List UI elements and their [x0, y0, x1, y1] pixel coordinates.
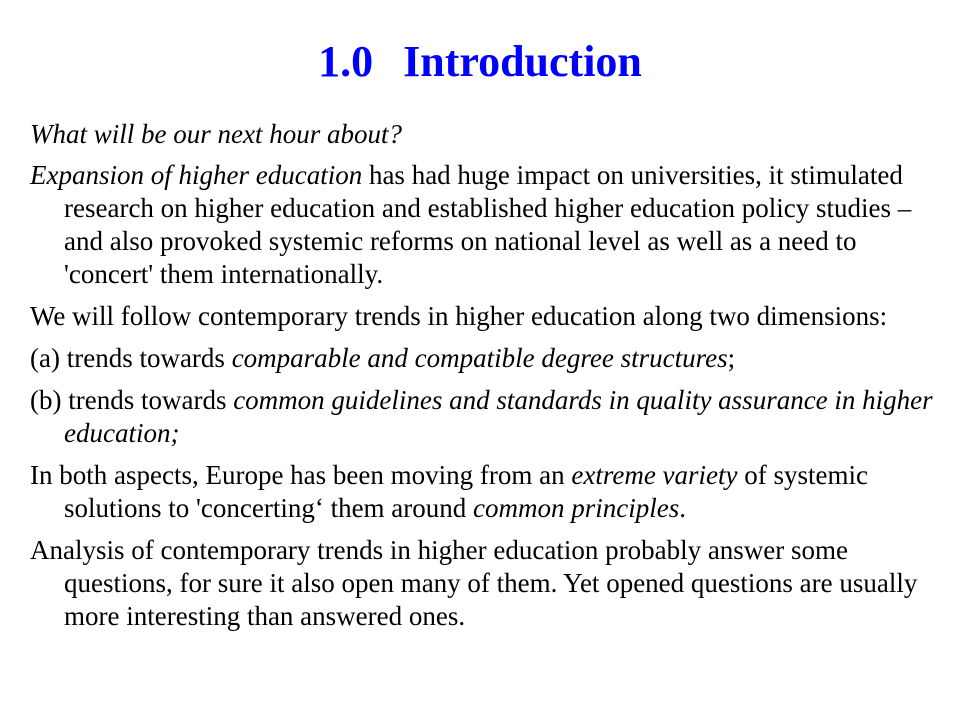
paragraph-analysis [30, 534, 935, 633]
analysis-text: Analysis of contemporary trends in higher education probably answer some questions, for sure it also open many of them. Yet opened questions are usually more interesting than answered ones. [30, 535, 918, 631]
title-text: Introduction [403, 37, 642, 86]
title-number: 1.0 [318, 37, 374, 86]
trend-b-lead: (b) trends towards [30, 385, 234, 415]
paragraph-expansion [30, 159, 935, 291]
question-text: What will be our next hour about? [30, 119, 402, 149]
paragraph-trend-a [30, 342, 935, 375]
expansion-emphasis: Expansion of higher education [30, 160, 363, 190]
trend-a-emphasis: comparable and compatible degree structures [231, 343, 728, 373]
europe-text-a: In both aspects, Europe has been moving from an [30, 460, 572, 490]
europe-text-e: . [679, 493, 687, 523]
paragraph-question [30, 118, 935, 151]
slide-title [0, 36, 960, 88]
trend-a-tail: ; [727, 343, 736, 373]
trend-a-lead: (a) trends towards [30, 343, 232, 373]
slide-body [30, 118, 935, 642]
europe-emphasis-principles: common principles [473, 493, 680, 523]
paragraph-trend-b [30, 384, 935, 450]
paragraph-europe [30, 459, 935, 525]
europe-text-c: of systemic solutions to 'concerting‘ them around [64, 460, 868, 523]
paragraph-trends [30, 300, 935, 333]
trends-text: We will follow contemporary trends in higher education along two dimensions: [30, 301, 888, 331]
trend-b-emphasis: common guidelines and standards in quality assurance in higher education; [64, 385, 933, 448]
expansion-text: has had huge impact on universities, it stimulated research on higher education and established higher education policy studies – and also provoked systemic reforms on national level as well as a need to 'concert' them internationally. [64, 160, 912, 289]
europe-emphasis-variety: extreme variety [571, 460, 738, 490]
